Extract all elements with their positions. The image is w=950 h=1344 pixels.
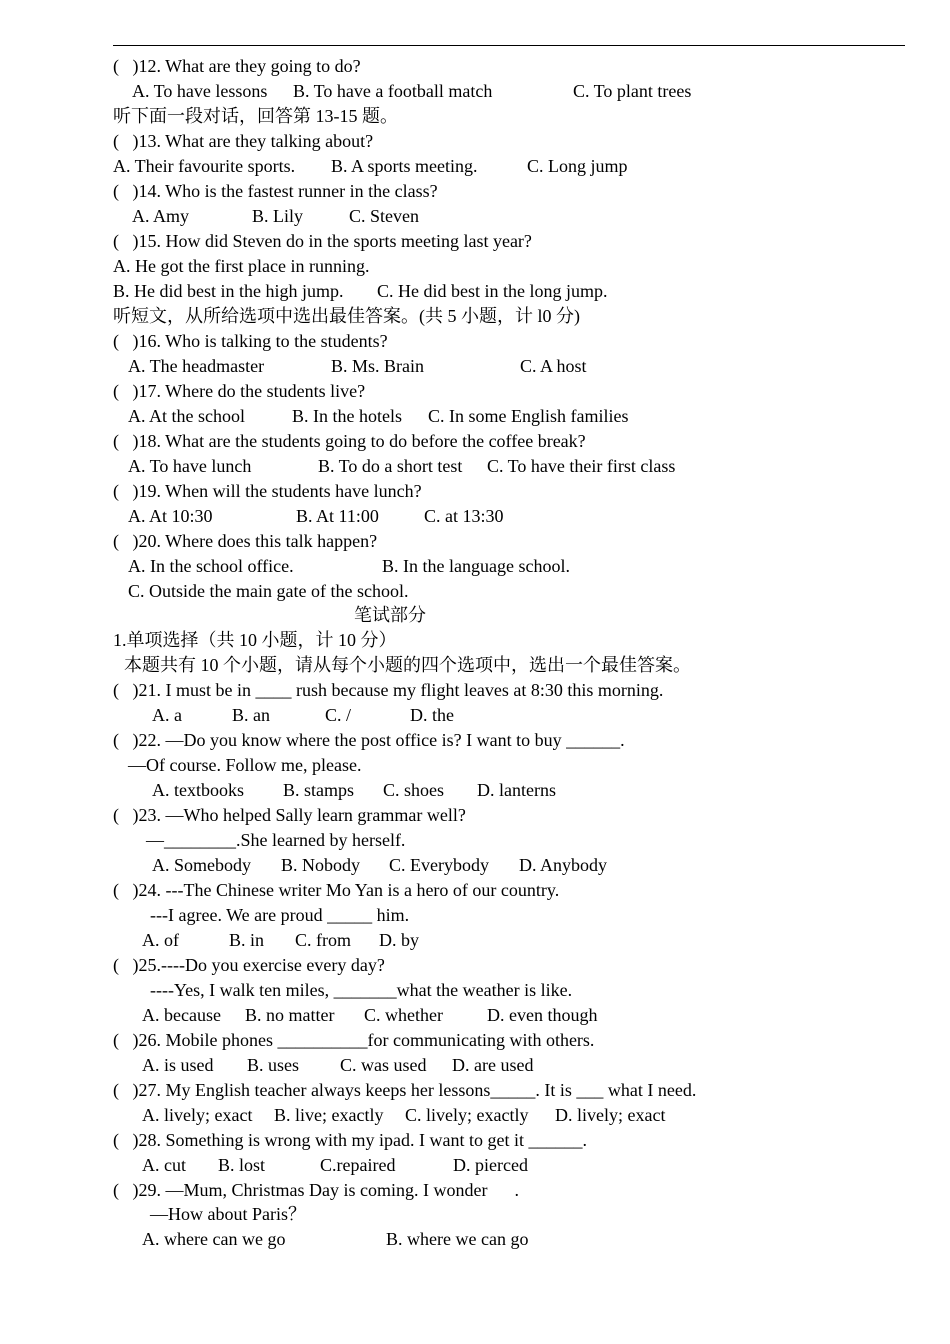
dialogue-reply: —________.She learned by herself. (146, 830, 406, 850)
option-c: C. Long jump (527, 156, 628, 176)
question-18-options (0, 454, 676, 479)
option-a: A. cut (142, 1155, 186, 1175)
question-18 (0, 429, 586, 454)
option-a: A. textbooks (152, 780, 244, 800)
question-stem: ( )18. What are the students going to do before the coffee break? (113, 431, 586, 451)
option-b: B. To have a football match (293, 81, 493, 101)
question-stem: ( )28. Something is wrong with my ipad. I want to get it ______. (113, 1130, 587, 1150)
option-d: D. Anybody (519, 855, 608, 875)
question-26-options (0, 1053, 534, 1078)
option-b: B. He did best in the high jump. (113, 281, 344, 301)
question-28 (0, 1128, 587, 1153)
option-a: A. The headmaster (128, 356, 265, 376)
option-a: A. At the school (128, 406, 245, 426)
question-stem: ( )24. ---The Chinese writer Mo Yan is a hero of our country. (113, 880, 560, 900)
question-20 (0, 529, 378, 554)
question-27 (0, 1078, 697, 1103)
option-b: B. In the hotels (292, 406, 402, 426)
option-a: A. lively; exact (142, 1105, 253, 1125)
question-12-options (0, 79, 692, 104)
option-b: B. lost (218, 1155, 266, 1175)
option-d: D. pierced (453, 1155, 528, 1175)
question-13-options (0, 154, 628, 179)
question-27-options (0, 1103, 666, 1128)
option-c: C. Everybody (389, 855, 489, 875)
dialogue-reply: ---I agree. We are proud _____ him. (150, 905, 410, 925)
question-23-reply (0, 828, 406, 853)
instruction-13-15 (0, 104, 398, 129)
question-20-options-ab (0, 554, 570, 579)
question-22-options (0, 778, 556, 803)
dialogue-reply: —Of course. Follow me, please. (128, 755, 362, 775)
question-29 (0, 1178, 519, 1203)
option-c: C. whether (364, 1005, 443, 1025)
option-c: C. In some English families (428, 406, 629, 426)
question-20-option-c (0, 579, 409, 604)
option-c: C. shoes (383, 780, 445, 800)
option-b: B. Nobody (281, 855, 361, 875)
option-a: A. To have lessons (132, 81, 268, 101)
question-stem: ( )19. When will the students have lunch? (113, 481, 422, 501)
question-26 (0, 1028, 595, 1053)
option-c: C. Outside the main gate of the school. (128, 581, 409, 601)
option-a: A. a (152, 705, 182, 725)
option-d: D. even though (487, 1005, 598, 1025)
option-b: B. Lily (252, 206, 304, 226)
question-21-options (0, 703, 454, 728)
option-c: C. from (295, 930, 351, 950)
option-d: D. by (379, 930, 419, 950)
question-stem: ( )16. Who is talking to the students? (113, 331, 388, 351)
option-a: A. is used (142, 1055, 214, 1075)
question-23 (0, 803, 466, 828)
option-a: A. In the school office. (128, 556, 294, 576)
question-23-options (0, 853, 608, 878)
dialogue-reply: ----Yes, I walk ten miles, _______what the weather is like. (150, 980, 573, 1000)
option-a: A. Their favourite sports. (113, 156, 296, 176)
question-stem: ( )15. How did Steven do in the sports meeting last year? (113, 231, 532, 251)
option-b: B. Ms. Brain (331, 356, 425, 376)
option-b: B. stamps (283, 780, 355, 800)
question-15-option-a (0, 254, 370, 279)
question-19-options (0, 504, 504, 529)
question-stem: ( )22. —Do you know where the post office is? I want to buy ______. (113, 730, 625, 750)
question-24-options (0, 928, 419, 953)
header-rule (113, 45, 905, 46)
question-14-options (0, 204, 419, 229)
option-a: A. where can we go (142, 1229, 286, 1249)
option-c: C. Steven (349, 206, 419, 226)
option-c: C. lively; exactly (405, 1105, 529, 1125)
option-c: C. To have their first class (487, 456, 676, 476)
question-stem: ( )29. —Mum, Christmas Day is coming. I wonder . (113, 1180, 519, 1200)
option-a: A. because (142, 1005, 221, 1025)
written-section-title (0, 603, 426, 628)
question-12 (0, 54, 361, 79)
question-29-reply (0, 1202, 306, 1227)
option-c: C. at 13:30 (424, 506, 504, 526)
option-d: D. lanterns (477, 780, 556, 800)
question-21 (0, 678, 664, 703)
question-17 (0, 379, 366, 404)
instruction-text: 听下面一段对话，回答第 13-15 题。 (113, 106, 398, 126)
question-15-options-bc (0, 279, 608, 304)
question-29-options (0, 1227, 529, 1252)
option-d: D. the (410, 705, 454, 725)
option-b: B. where we can go (386, 1229, 529, 1249)
instruction-text: 听短文，从所给选项中选出最佳答案。(共 5 小题，计 l0 分) (113, 306, 580, 326)
option-b: B. In the language school. (382, 556, 570, 576)
option-a: A. To have lunch (128, 456, 252, 476)
option-b: B. live; exactly (274, 1105, 384, 1125)
option-a: A. Amy (132, 206, 190, 226)
option-b: B. A sports meeting. (331, 156, 478, 176)
option-b: B. To do a short test (318, 456, 463, 476)
question-22-reply (0, 753, 362, 778)
option-c: C. was used (340, 1055, 427, 1075)
question-25-reply (0, 978, 573, 1003)
question-stem: ( )12. What are they going to do? (113, 56, 361, 76)
question-stem: ( )26. Mobile phones __________for communicating with others. (113, 1030, 595, 1050)
option-a: A. At 10:30 (128, 506, 213, 526)
option-d: D. are used (452, 1055, 534, 1075)
option-a: A. Somebody (152, 855, 251, 875)
option-b: B. no matter (245, 1005, 335, 1025)
question-stem: ( )17. Where do the students live? (113, 381, 366, 401)
question-15 (0, 229, 532, 254)
question-22 (0, 728, 625, 753)
instruction-16-20 (0, 304, 580, 329)
option-c: C. He did best in the long jump. (377, 281, 608, 301)
instruction-text: 本题共有 10 个小题，请从每个小题的四个选项中，选出一个最佳答案。 (124, 655, 691, 675)
section-1-instruction (0, 653, 691, 678)
option-c: C. To plant trees (573, 81, 692, 101)
question-17-options (0, 404, 629, 429)
option-b: B. in (229, 930, 265, 950)
section-heading: 笔试部分 (354, 605, 426, 625)
option-d: D. lively; exact (555, 1105, 666, 1125)
question-16-options (0, 354, 587, 379)
section-1-title (0, 628, 397, 653)
option-b: B. At 11:00 (296, 506, 379, 526)
question-25-options (0, 1003, 598, 1028)
dialogue-reply: —How about Paris？ (150, 1204, 306, 1224)
option-b: B. an (232, 705, 270, 725)
question-24-reply (0, 903, 410, 928)
question-16 (0, 329, 388, 354)
question-stem: ( )27. My English teacher always keeps her lessons_____. It is ___ what I need. (113, 1080, 697, 1100)
question-stem: ( )21. I must be in ____ rush because my flight leaves at 8:30 this morning. (113, 680, 664, 700)
question-25 (0, 953, 385, 978)
question-stem: ( )13. What are they talking about? (113, 131, 374, 151)
question-stem: ( )20. Where does this talk happen? (113, 531, 378, 551)
question-stem: ( )25.----Do you exercise every day? (113, 955, 385, 975)
option-b: B. uses (247, 1055, 300, 1075)
question-19 (0, 479, 422, 504)
question-14 (0, 179, 438, 204)
section-heading: 1.单项选择（共 10 小题，计 10 分） (113, 630, 397, 650)
option-a: A. He got the first place in running. (113, 256, 370, 276)
option-c: C.repaired (320, 1155, 396, 1175)
option-c: C. / (325, 705, 352, 725)
option-c: C. A host (520, 356, 587, 376)
question-24 (0, 878, 560, 903)
question-13 (0, 129, 374, 154)
question-28-options (0, 1153, 528, 1178)
question-stem: ( )23. —Who helped Sally learn grammar well? (113, 805, 466, 825)
question-stem: ( )14. Who is the fastest runner in the class? (113, 181, 438, 201)
option-a: A. of (142, 930, 179, 950)
